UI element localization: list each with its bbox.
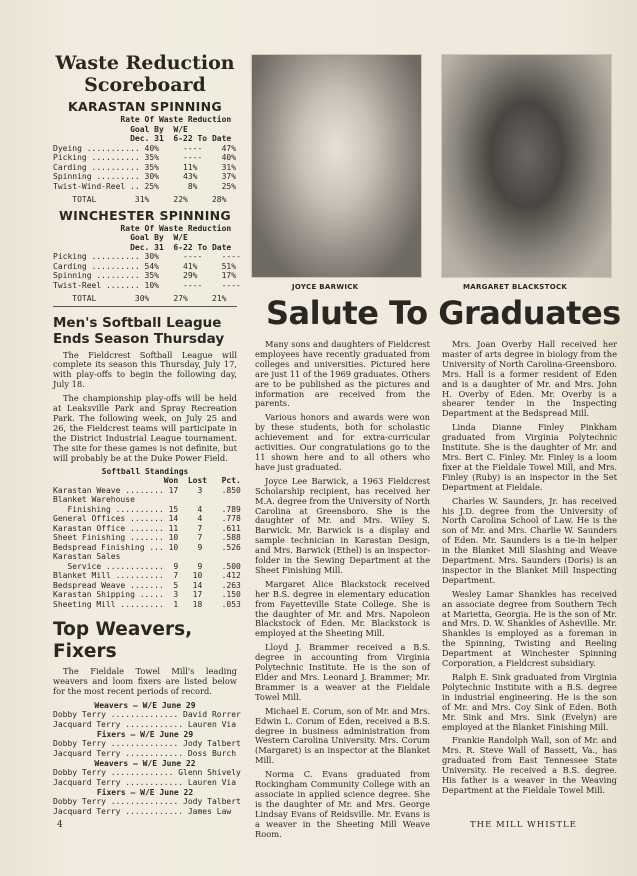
fixers-f1-title: Fixers — W/E June 29	[96, 730, 194, 740]
middle-column	[255, 339, 430, 839]
salute-right-paragraph: Frankie Randolph Wall, son of Mr. and Mrs. R. Steve Wall of Bassett, Va., has graduated from East Tennessee State University. He received a B.S. degree. His father is a weaver in the Weaving Department at the Fieldale Towel Mill.	[442, 735, 617, 795]
fixers-f2-list: Dobby Terry .............. Jody Talbert Jacquard Terry ............ James Law	[53, 797, 241, 816]
left-column	[53, 52, 241, 832]
page-number: 4	[57, 820, 63, 830]
weavers-w2-title: Weavers — W/E June 22	[94, 759, 196, 769]
right-column	[442, 340, 617, 810]
softball-title: Men's Softball League Ends Season Thursday	[53, 314, 225, 347]
photo-caption-left: JOYCE BARWICK	[292, 283, 359, 291]
karastan-table-header: Rate Of Waste Reduction Goal By W/E Dec. 31 6-22 To Date	[120, 115, 232, 143]
publication-name: THE MILL WHISTLE	[470, 820, 577, 830]
karastan-heading: KARASTAN SPINNING	[68, 99, 222, 114]
salute-mid-paragraph: Many sons and daughters of Fieldcrest employees have recently graduated from colleges and universities. Pictured here are just 11 of the 1969 graduates. Others are to be published as the pictures and information are received from the parents.	[255, 339, 430, 409]
karastan-table-rows: Dyeing ........... 40% ---- 47% Picking .......... 35% ---- 40% Carding .......... 35% 11% 31% Spinning ......... 30% 43% 37% Twist-Wind-Reel .. 25% 8% 25%	[53, 143, 237, 191]
softball-paragraph-1: The Fieldcrest Softball League will complete its season this Thursday, July 17, with play-offs to begin the following day, July 18.	[53, 349, 237, 390]
weavers-w1-list: Dobby Terry .............. David Rorrer Jacquard Terry ............ Lauren Via	[53, 710, 241, 729]
salute-right-paragraph: Linda Dianne Finley Pinkham graduated from Virginia Polytechnic Institute. She is the daughter of Mr. and Mrs. Bert C. Finley. Mr. Finley is a loom fixer at the Fieldale Towel Mill, and Mrs. Finley (Ruby) is an inspector in the Set Department at Fieldale.	[442, 422, 617, 492]
photo-caption-right: MARGARET BLACKSTOCK	[463, 283, 568, 291]
standings-header: Won Lost Pct.	[53, 476, 241, 486]
salute-right-paragraph: Mrs. Joan Overby Hall received her master of arts degree in biology from the University of North Carolina-Greensboro. Mrs. Hall is a former resident of Eden and is a daughter of Mr. and Mrs. John H. Overby of Eden. Mr. Overby is a shearer tender in the Inspecting Department at the Bedspread Mill.	[442, 339, 617, 419]
salute-mid-paragraph: Joyce Lee Barwick, a 1963 Fieldcrest Scholarship recipient, has received her M.A. degree from the University of North Carolina at Greensboro. She is the daughter of Mr. and Mrs. Wiley S. Barwick. Mr. Barwick is a display and sample technician in Karastan Design, and Mrs. Barwick (Ethel) is an inspector-folder in the Sewing Department at the Sheet Finishing Mill.	[255, 475, 430, 575]
salute-mid-paragraph: Norma C. Evans graduated from Rockingham Community College with an associate in applied science degree. She is the daughter of Mr. and Mrs. George Lindsay Evans of Reidsville. Mr. Evans is a weaver in the Sheeting Mill Weave Room.	[255, 769, 430, 839]
salute-title: Salute To Graduates	[266, 294, 621, 332]
winchester-table-header: Rate Of Waste Reduction Goal By W/E Dec. 31 6-22 To Date	[120, 223, 232, 252]
winchester-total: TOTAL 30% 27% 21%	[53, 294, 227, 303]
salute-mid-paragraph: Michael E. Corum, son of Mr. and Mrs. Edwin L. Corum of Eden, received a B.S. degree in business administration from Western Carolina University. Mrs. Corum (Margaret) is an inspector at the Blanket Mill.	[255, 705, 430, 766]
karastan-total: TOTAL 31% 22% 28%	[53, 195, 227, 204]
softball-paragraph-2: The championship play-offs will be held at Leaksville Park and Spray Recreation Park. The following week, on July 25 and 26, the Fieldcrest teams will participate in the District Industrial League tournament. The site for these games is not definite, but will probably be at the Duke Power Field.	[53, 393, 237, 463]
section-divider	[53, 306, 237, 307]
scoreboard-title-line2: Scoreboard	[84, 74, 206, 96]
winchester-table-rows: Picking .......... 30% ---- ---- Carding .......... 54% 41% 51% Spinning ......... 35% 29% 17% Twist-Reel ....... 10% ---- ----	[53, 252, 241, 290]
salute-mid-paragraph: Margaret Alice Blackstock received her B.S. degree in elementary education from Fayetteville State College. She is the daughter of Mr. and Mrs. Napoleon Blackstock of Eden. Mr. Blackstock is employed at the Sheeting Mill.	[255, 578, 430, 639]
graduate-photo-right	[441, 54, 612, 278]
winchester-heading: WINCHESTER SPINNING	[59, 207, 231, 223]
fixers-f2-title: Fixers — W/E June 22	[96, 788, 194, 798]
graduate-photo-left	[251, 54, 422, 278]
salute-right-paragraph: Charles W. Saunders, Jr. has received his J.D. degree from the University of North Carolina School of Law. He is the son of Mr. and Mrs. Charlie W. Saunders of Eden. Mr. Saunders is a tie-in helper in the Blanket Mill Slashing and Weave Department. Mrs. Saunders (Doris) is an inspector in the Blanket Mill Inspecting Department.	[442, 495, 617, 585]
scoreboard-title-line1: Waste Reduction	[55, 52, 235, 74]
fixers-f1-list: Dobby Terry .............. Jody Talbert Jacquard Terry ............ Doss Burch	[53, 739, 241, 758]
salute-right-paragraph: Ralph E. Sink graduated from Virginia Polytechnic Institute with a B.S. degree in industrial engineering. He is the son of Mr. and Mrs. Coy Sink of Eden. Both Mr. Sink and Mrs. Sink (Evelyn) are employed at the Blanket Finishing Mill.	[442, 672, 617, 732]
weavers-w1-title: Weavers — W/E June 29	[94, 701, 196, 711]
standings-table: Karastan Weave ........ 17 3 .850 Blanket Warehouse Finishing .......... 15 4 .789 General Offices ....... 14 4 .778 Karastan Office ....... 11 7 .611 Sheet Finishing ....... 10 7 .588 Bedspread Finishing ... 10 9 .526 Karastan Sales Service ............ 9 9 .500 Blanket Mill .......... 7 10 .412 Bedspread Weave ....... 5 14 .263 Karastan Shipping ..... 3 17 .150 Sheeting Mill ......... 1 18 .053	[53, 485, 241, 609]
weavers-w2-list: Dobby Terry ............. Glenn Shively Jacquard Terry ............ Lauren Via	[53, 768, 241, 787]
weavers-title: Top Weavers, Fixers	[53, 619, 193, 663]
weavers-intro: The Fieldale Towel Mill's leading weavers and loom fixers are listed below for the most recent periods of record.	[53, 666, 237, 697]
salute-mid-paragraph: Lloyd J. Brammer received a B.S. degree in accounting from Virginia Polytechnic Institute. He is the son of Elder and Mrs. Leonard J. Brammer; Mr. Brammer is a weaver at the Fieldale Towel Mill.	[255, 642, 430, 702]
standings-title: Softball Standings	[101, 467, 189, 477]
salute-mid-paragraph: Various honors and awards were won by these students, both for scholastic achievement and for extra-curricular activities. Our congratulations go to the 11 shown here and to all others who have just graduated.	[255, 412, 430, 472]
salute-right-paragraph: Wesley Lamar Shankles has received an associate degree from Southern Tech at Marietta, Georgia. He is the son of Mr. and Mrs. D. W. Shankles of Asheville. Mr. Shankles is employed as a foreman in the Spinning, Twisting and Reeling Department at Winchester Spinning Corporation, a Fieldcrest subsidiary.	[442, 588, 617, 669]
